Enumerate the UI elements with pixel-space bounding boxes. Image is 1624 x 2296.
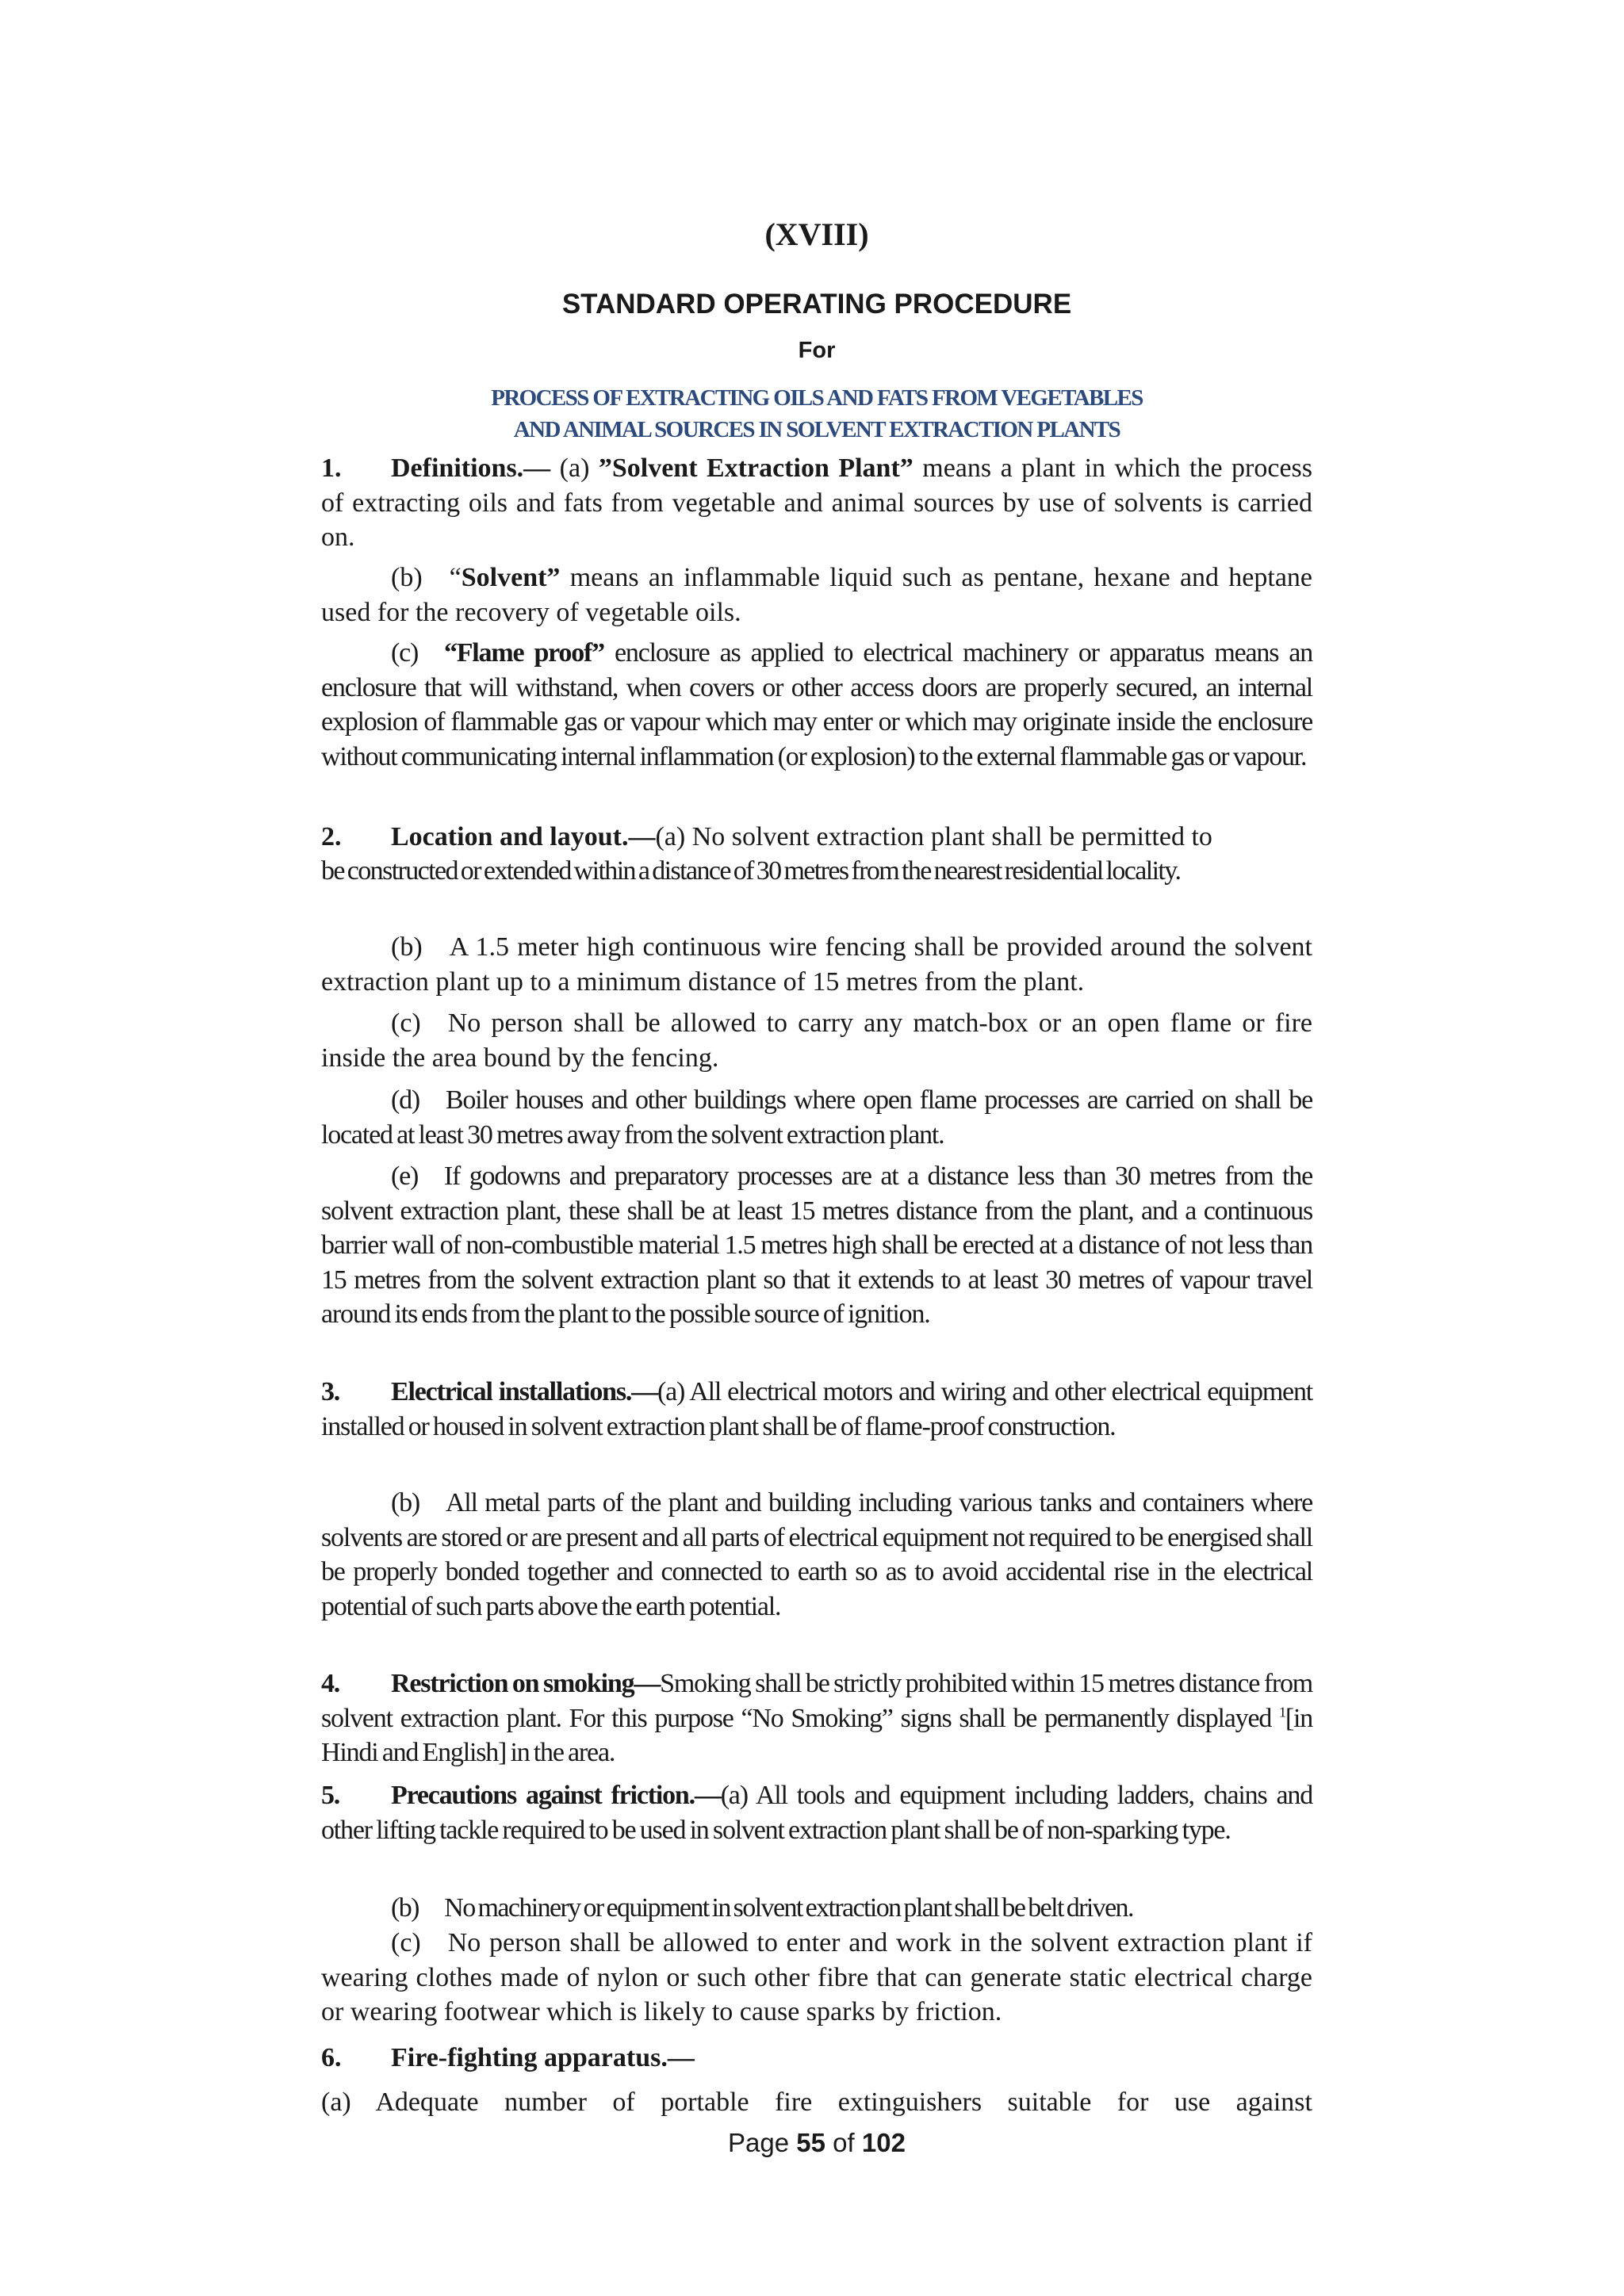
document-page [321,0,1312,2296]
term-solvent: Solvent” [461,563,561,592]
term-solvent-extraction-plant: ”Solvent Extraction Plant” [598,453,914,483]
section-5-a: 5. Precautions against friction.—(a) All tools and equipment including ladders, chains and other lifting tackle required to be used in solvent extraction plant shall be of non-sparking type. [321,1778,1312,1847]
section-5-c: (c) No person shall be allowed to enter and work in the solvent extraction plant if wearing clothes made of nylon or such other fibre that can generate static electrical charge or wearing footwear which is likely to cause sparks by friction. [321,1928,1312,2026]
term-flame-proof: “Flame proof” [443,638,604,668]
section-4-heading: Restriction on smoking— [391,1669,661,1698]
section-1-a: 1. Definitions.— (a) ”Solvent Extraction Plant” means a plant in which the process of extracting oils and fats from vegetable and animal sources by use of solvents is carried on. [321,451,1312,555]
subtitle-line-1: PROCESS OF EXTRACTING OILS AND FATS FROM VEGETABLES [491,385,1143,411]
section-6-heading: Fire-fighting apparatus.— [391,2043,695,2072]
section-5-number: 5. [321,1781,340,1810]
section-2-e: (e) If godowns and preparatory processes are at a distance less than 30 metres from the solvent extraction plant, these shall be at least 15 metres distance from the plant, and a continuous barrier wall of non-combustible material 1.5 metres high shall be erected at a distance of not less than 15 metres from the solvent extraction plant so that it extends to at least 30 metres of vapour travel around its ends from the plant to the possible source of ignition. [321,1161,1312,1329]
document-title: STANDARD OPERATING PROCEDURE [561,289,1072,320]
section-2-a: 2. Location and layout.—(a) No solvent extraction plant shall be permitted to [321,820,1312,855]
title-for: For [798,338,836,363]
footnote-marker: 1 [1279,1704,1285,1720]
total-pages: 102 [861,2128,906,2157]
current-page-number: 55 [796,2128,826,2157]
section-2-a-continued: be constructed or extended within a distance of 30 metres from the nearest residential locality. [321,856,1181,886]
section-3-number: 3. [321,1377,340,1406]
section-4: 4. Restriction on smoking—Smoking shall be strictly prohibited within 15 metres distance from solvent extraction plant. For this purpose “No Smoking” signs shall be permanently displayed $^1$[in Hindi and English] in the area. [321,1667,1312,1770]
section-1-c: (c) “Flame proof” enclosure as applied to electrical machinery or apparatus means an enclosure that will withstand, when covers or other access doors are properly secured, an internal explosion of flammable gas or vapour which may enter or which may originate inside the enclosure without communicating internal inflammation (or explosion) to the external flammable gas or vapour. [321,638,1312,771]
section-2-d: (d) Boiler houses and other buildings where open flame processes are carried on shall be located at least 30 metres away from the solvent extraction plant. [321,1085,1312,1150]
section-5-b: (b) No machinery or equipment in solvent extraction plant shall be belt driven. [391,1893,1133,1923]
page-footer: Page 55 of 102 [728,2128,906,2157]
section-6-a: (a) Adequate number of portable fire extinguishers suitable for use against [321,2087,1312,2117]
section-1-heading: Definitions.— [391,453,551,483]
section-2-c: (c) No person shall be allowed to carry any match-box or an open flame or fire inside the area bound by the fencing. [321,1008,1312,1073]
subtitle-line-2: AND ANIMAL SOURCES IN SOLVENT EXTRACTION PLANTS [513,417,1120,442]
section-roman-numeral: (XVIII) [764,216,869,252]
section-1-b: (b) “Solvent” means an inflammable liquid such as pentane, hexane and heptane used for the recovery of vegetable oils. [321,563,1312,627]
section-5-heading: Precautions against friction.— [391,1781,721,1810]
section-3-heading: Electrical installations.— [391,1377,657,1406]
section-3-b: (b) All metal parts of the plant and building including various tanks and containers where solvents are stored or are present and all parts of electrical equipment not required to be energised shall be properly bonded together and connected to earth so as to avoid accidental rise in the electrical potential of such parts above the earth potential. [321,1488,1312,1621]
section-3-a: 3. Electrical installations.—(a) All electrical motors and wiring and other electrical equipment installed or housed in solvent extraction plant shall be of flame-proof construction. [321,1375,1312,1444]
section-4-number: 4. [321,1669,340,1698]
section-2-b: (b) A 1.5 meter high continuous wire fencing shall be provided around the solvent extraction plant up to a minimum distance of 15 metres from the plant. [321,932,1312,997]
section-1-number: 1. [321,453,342,483]
section-6-number: 6. [321,2043,342,2072]
section-6-heading-line [321,2041,1312,2076]
section-2-heading: Location and layout.— [391,822,656,851]
section-2-number: 2. [321,822,342,851]
